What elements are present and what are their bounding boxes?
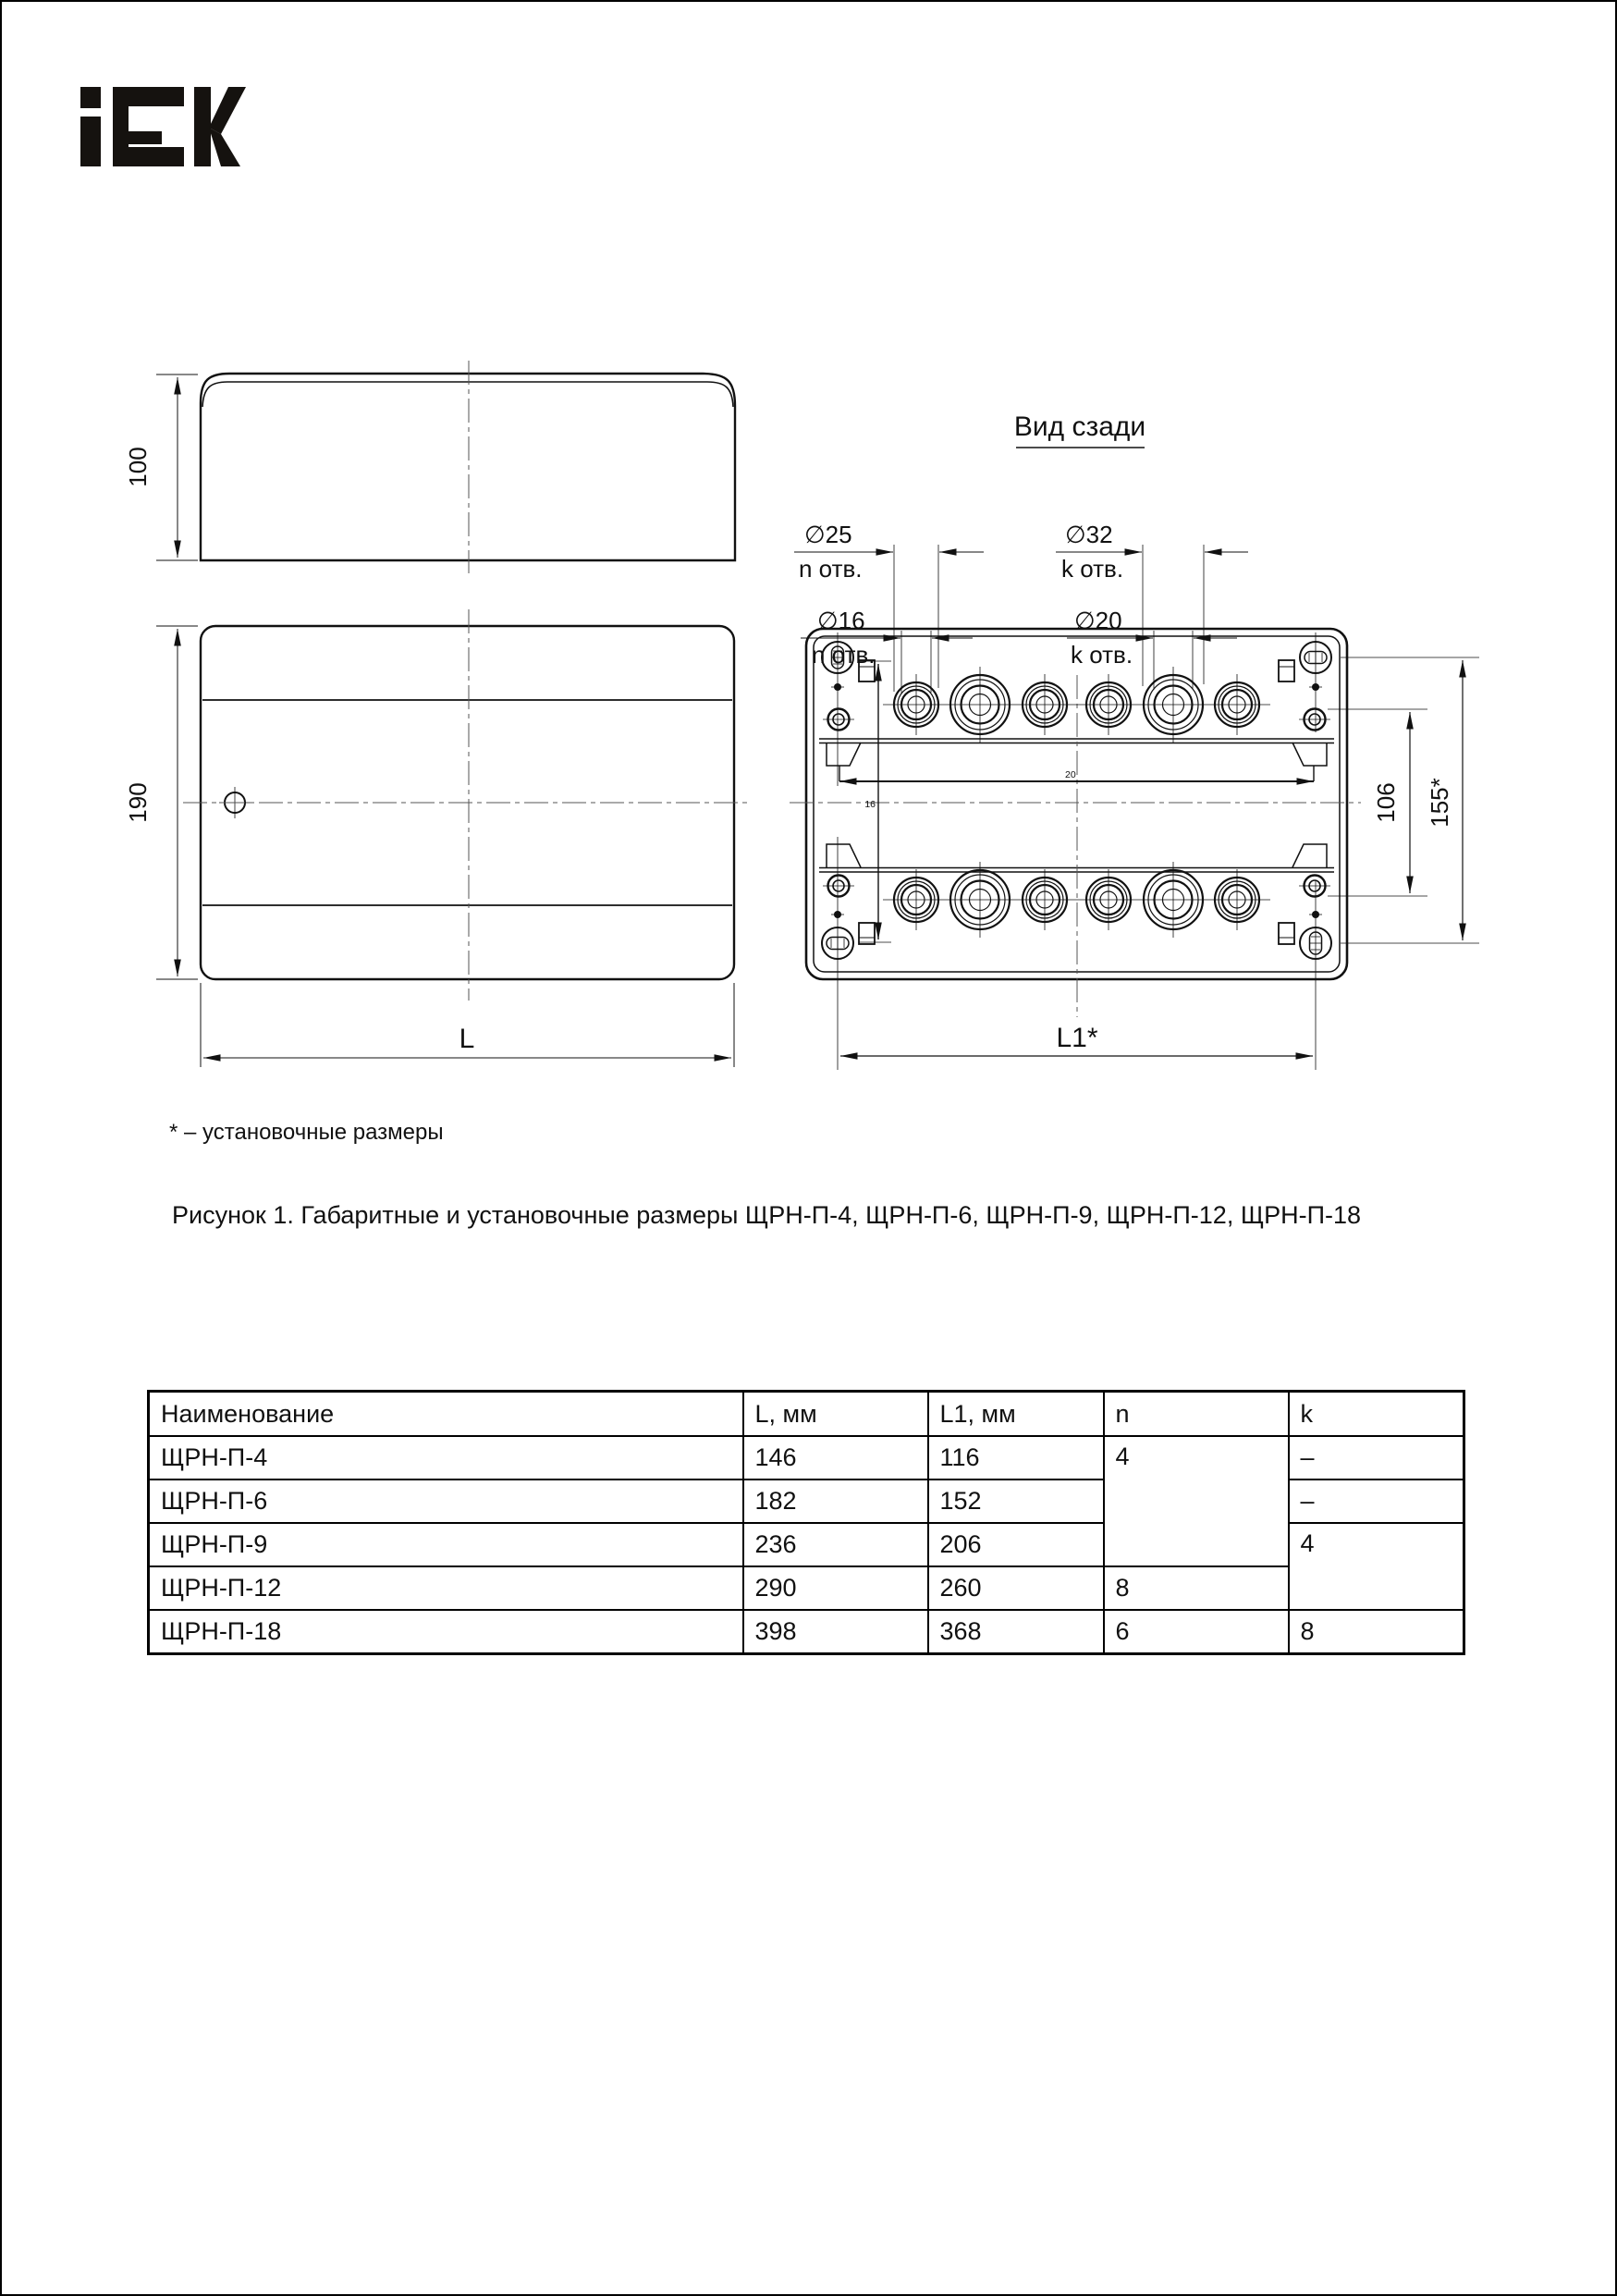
callout-d16-count-label: n отв.: [812, 641, 876, 669]
dim-small-horizontal-label: 20: [1065, 769, 1076, 780]
footnote: * – установочные размеры: [169, 1120, 444, 1145]
callout-d16: [801, 607, 973, 694]
dim-L1: [840, 1023, 1313, 1056]
cell-k: 4: [1289, 1523, 1464, 1610]
header-l1: L1, мм: [928, 1392, 1104, 1437]
front-view-drawing: [124, 609, 749, 1067]
dim-106-label: 106: [1372, 782, 1400, 823]
dim-L-label: L: [459, 1024, 475, 1054]
rear-view-title: Вид сзади: [1013, 411, 1146, 442]
dim-L1-label: L1*: [1056, 1023, 1098, 1053]
cell-l1: 152: [928, 1480, 1104, 1523]
cell-k: –: [1289, 1480, 1464, 1523]
callout-d20-label: ∅20: [1074, 607, 1122, 634]
top-view-drawing: [124, 361, 735, 573]
header-n: n: [1104, 1392, 1289, 1437]
rear-view-drawing: [790, 411, 1479, 1070]
cell-l: 146: [743, 1436, 928, 1480]
dim-100-label: 100: [124, 447, 152, 487]
mount-corner-bottom-right: [1279, 876, 1331, 960]
mount-corner-bottom-left: [822, 876, 875, 960]
technical-drawing: [2, 2, 1617, 1107]
callout-d25-count-label: n отв.: [799, 555, 863, 583]
mount-corner-top-right: [1279, 642, 1331, 731]
cell-n: 8: [1104, 1566, 1289, 1610]
cell-l1: 368: [928, 1610, 1104, 1654]
header-name: Наименование: [149, 1392, 743, 1437]
cell-l: 398: [743, 1610, 928, 1654]
dimensions-table: [147, 1390, 1465, 1655]
callout-d25-label: ∅25: [804, 521, 852, 548]
table-header-row: [149, 1392, 1464, 1437]
cell-l: 236: [743, 1523, 928, 1566]
header-k: k: [1289, 1392, 1464, 1437]
cell-name: ЩРН-П-6: [149, 1480, 743, 1523]
cell-n: 6: [1104, 1610, 1289, 1654]
cell-l1: 206: [928, 1523, 1104, 1566]
cell-k: –: [1289, 1436, 1464, 1480]
table-row: [149, 1566, 1464, 1610]
cell-l1: 260: [928, 1566, 1104, 1610]
dim-small-vertical-label: 16: [864, 799, 876, 810]
cell-name: ЩРН-П-9: [149, 1523, 743, 1566]
callout-d32-label: ∅32: [1065, 521, 1113, 548]
header-l: L, мм: [743, 1392, 928, 1437]
figure-caption: Рисунок 1. Габаритные и установочные размеры ЩРН-П-4, ЩРН-П-6, ЩРН-П-9, ЩРН-П-12, ЩРН-П-18: [172, 1201, 1362, 1229]
cell-l: 290: [743, 1566, 928, 1610]
cell-l1: 116: [928, 1436, 1104, 1480]
cell-name: ЩРН-П-18: [149, 1610, 743, 1654]
callout-d32-count-label: k отв.: [1061, 555, 1124, 583]
cell-n: 4: [1104, 1436, 1289, 1566]
callout-d20: [1067, 607, 1237, 690]
cell-k: 8: [1289, 1610, 1464, 1654]
cell-l: 182: [743, 1480, 928, 1523]
table-row: [149, 1610, 1464, 1654]
callout-d16-label: ∅16: [817, 607, 865, 634]
dim-155-label: 155*: [1426, 778, 1453, 828]
dimensions-table-wrap: [147, 1390, 1465, 1655]
callout-d20-count-label: k отв.: [1071, 641, 1133, 669]
cell-name: ЩРН-П-4: [149, 1436, 743, 1480]
cell-name: ЩРН-П-12: [149, 1566, 743, 1610]
dim-190-label: 190: [124, 782, 152, 823]
table-row: [149, 1436, 1464, 1480]
